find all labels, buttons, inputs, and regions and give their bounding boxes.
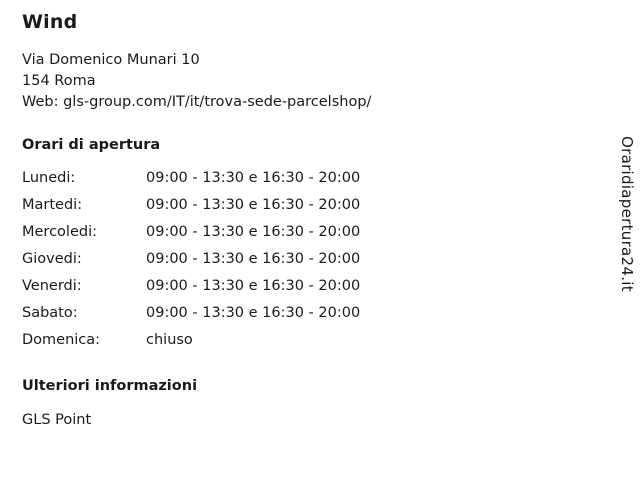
table-row — [22, 169, 360, 196]
table-row — [22, 223, 360, 250]
store-details — [22, 10, 592, 430]
table-row — [22, 196, 360, 223]
additional-info-heading: Ulteriori informazioni — [22, 378, 198, 394]
page-title: Wind — [22, 11, 78, 33]
day-hours: 09:00 - 13:30 e 16:30 - 20:00 — [146, 278, 361, 294]
watermark-brand: Oraridiapertura24.it — [618, 136, 636, 292]
day-label: Domenica: — [22, 332, 101, 348]
table-row — [22, 277, 360, 304]
address-line-street: Via Domenico Munari 10 — [22, 52, 200, 68]
day-label: Mercoledi: — [22, 224, 97, 240]
day-label: Venerdi: — [22, 278, 82, 294]
table-row — [22, 304, 360, 331]
table-row — [22, 250, 360, 277]
day-hours: chiuso — [146, 332, 193, 348]
additional-info-text: GLS Point — [22, 412, 92, 428]
address-line-web: Web: gls-group.com/IT/it/trova-sede-parcelshop/ — [22, 94, 372, 110]
day-hours: 09:00 - 13:30 e 16:30 - 20:00 — [146, 251, 361, 267]
day-hours: 09:00 - 13:30 e 16:30 - 20:00 — [146, 170, 361, 186]
address-line-city: 154 Roma — [22, 73, 96, 89]
day-hours: 09:00 - 13:30 e 16:30 - 20:00 — [146, 224, 361, 240]
opening-hours-heading: Orari di apertura — [22, 137, 161, 153]
opening-hours-table — [22, 169, 360, 358]
day-label: Lunedi: — [22, 170, 76, 186]
day-label: Martedi: — [22, 197, 83, 213]
table-row — [22, 331, 360, 358]
day-label: Sabato: — [22, 305, 78, 321]
day-hours: 09:00 - 13:30 e 16:30 - 20:00 — [146, 197, 361, 213]
day-label: Giovedi: — [22, 251, 82, 267]
day-hours: 09:00 - 13:30 e 16:30 - 20:00 — [146, 305, 361, 321]
